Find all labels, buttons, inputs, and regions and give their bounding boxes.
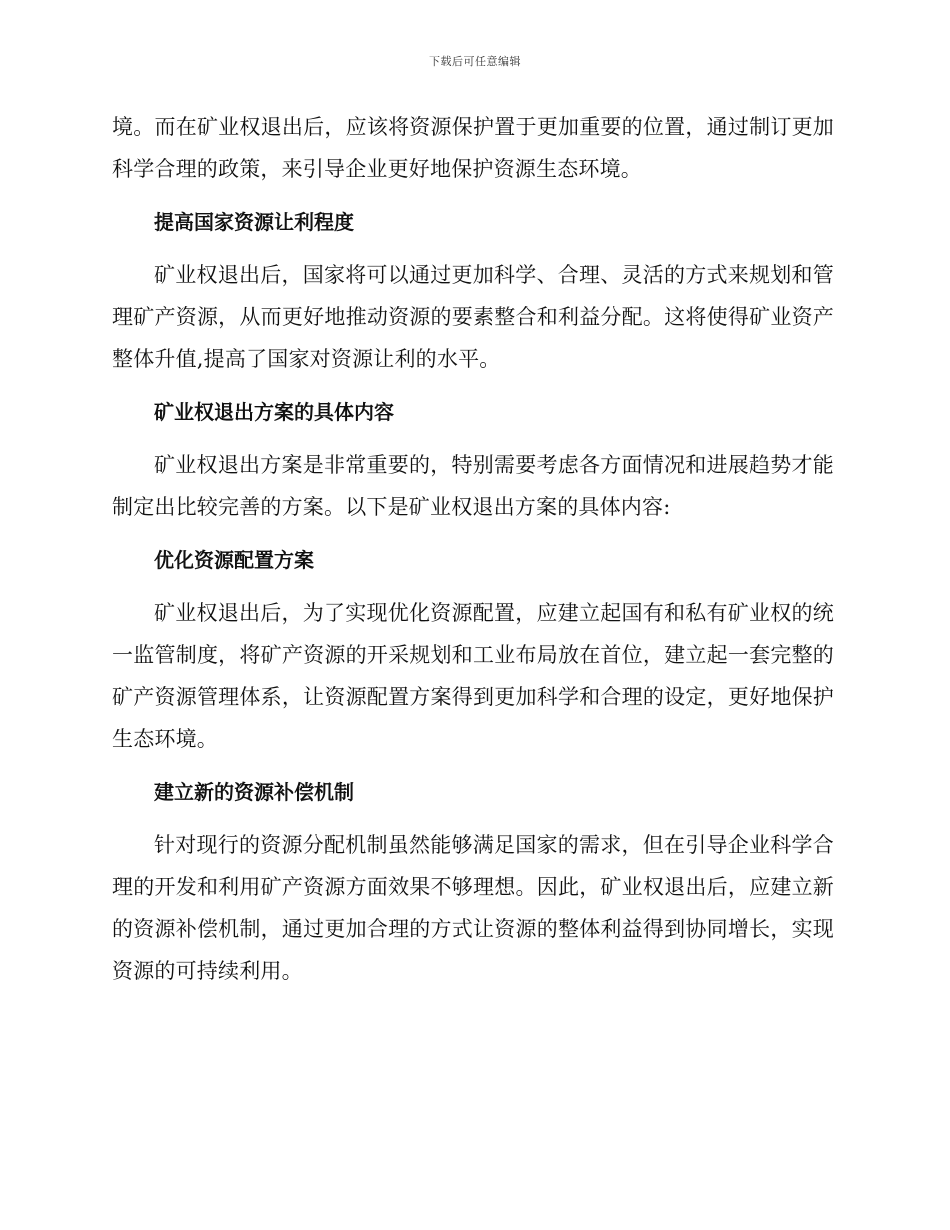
section-heading-national-benefit: 提高国家资源让利程度 [154,210,354,234]
section-heading-resource-allocation: 优化资源配置方案 [154,548,314,572]
document-body [112,106,834,992]
section-paragraph-plan-content: 矿业权退出方案是非常重要的，特别需要考虑各方面情况和进展趋势才能制定出比较完善的方案。以下是矿业权退出方案的具体内容: [112,453,834,519]
section-paragraph-resource-allocation: 矿业权退出后，为了实现优化资源配置，应建立起国有和私有矿业权的统一监管制度，将矿产资源的开采规划和工业布局放在首位，建立起一套完整的矿产资源管理体系，让资源配置方案得到更加科学和合理的设定，更好地保护生态环境。 [112,601,834,751]
section-heading-compensation: 建立新的资源补偿机制 [154,780,354,804]
header-note: 下载后可任意编辑 [429,55,521,68]
section-heading-plan-content: 矿业权退出方案的具体内容 [154,400,394,424]
intro-paragraph: 境。而在矿业权退出后，应该将资源保护置于更加重要的位置，通过制订更加科学合理的政策，来引导企业更好地保护资源生态环境。 [112,115,834,181]
section-paragraph-national-benefit: 矿业权退出后，国家将可以通过更加科学、合理、灵活的方式来规划和管理矿产资源，从而更好地推动资源的要素整合和利益分配。这将使得矿业资产整体升值,提高了国家对资源让利的水平。 [112,263,834,371]
section-paragraph-compensation: 针对现行的资源分配机制虽然能够满足国家的需求，但在引导企业科学合理的开发和利用矿产资源方面效果不够理想。因此，矿业权退出后，应建立新的资源补偿机制，通过更加合理的方式让资源的整体利益得到协同增长，实现资源的可持续利用。 [112,833,834,983]
